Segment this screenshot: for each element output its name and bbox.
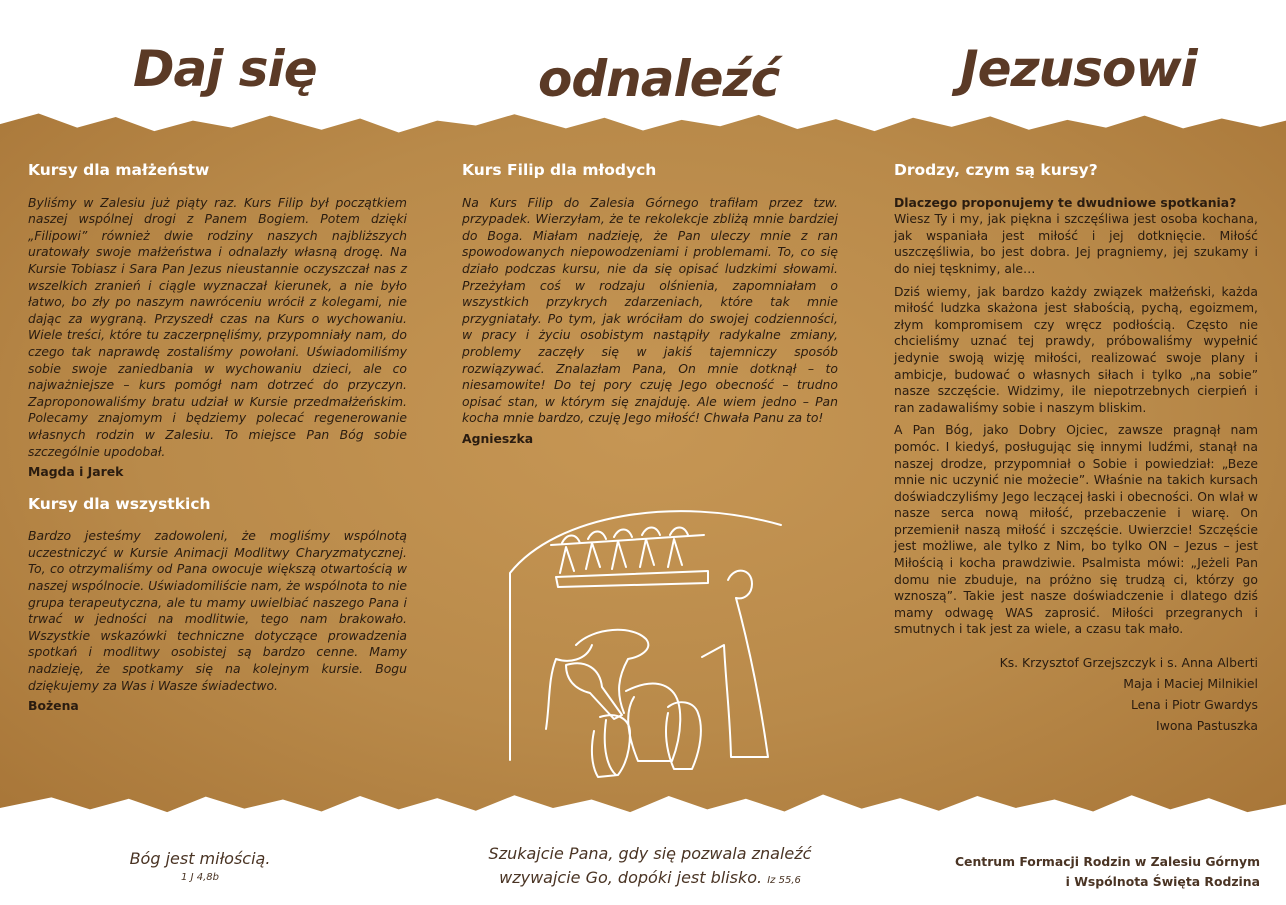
column-about-courses bbox=[894, 162, 1258, 736]
lead-question: Dlaczego proponujemy te dwudniowe spotkania? bbox=[894, 194, 1237, 210]
quote-reference: 1 J 4,8b bbox=[181, 872, 219, 883]
section-title: Drodzy, czym są kursy? bbox=[894, 161, 1098, 179]
quote-line: Szukajcie Pana, gdy się pozwala znaleźć bbox=[488, 844, 812, 863]
testimony-text: Bardzo jesteśmy zadowoleni, że mogliśmy wspólnotą uczestniczyć w Kursie Animacji Modlitwy Charyzmatycznej. To, co otrzymaliśmy od Pana owocuje większą otwartością w naszej wspólnocie. Uświadomiliście nam, że wspólnota to nie grupa terapeutyczna, ale tu mamy uwielbiać naszego Pana i trwać w jedności na modlitwie, tego nam brakowało. Wszystkie wskazówki techniczne dotyczące prowadzenia spotkań i modlitwy osobistej są bardzo cenne. Mamy nadzieję, że spotkamy się na kolejnym kursie. Bogu dziękujemy za Was i Wasze świadectwo. bbox=[28, 528, 407, 693]
signatory: Lena i Piotr Gwardys bbox=[1130, 697, 1258, 713]
paragraph: Wiesz Ty i my, jak piękna i szczęśliwa jest osoba kochana, jak wspaniała jest miłość i jej dotknięcie. Miłość uszczęśliwia, bo jest dobra. Jej pragniemy, jej szukamy i do niej tęsknimy, ale… bbox=[894, 211, 1258, 276]
footer-organization bbox=[900, 852, 1260, 892]
signatories bbox=[894, 652, 1258, 736]
testimony-signature: Agnieszka bbox=[462, 430, 534, 446]
section-title: Kursy dla wszystkich bbox=[28, 494, 211, 513]
column-youth-course bbox=[462, 162, 838, 448]
quote-reference: Iz 55,6 bbox=[767, 875, 801, 886]
section-title: Kursy dla małżeństw bbox=[28, 161, 210, 179]
headline-center: odnaleźć bbox=[538, 50, 780, 108]
footer-quote-center bbox=[450, 842, 850, 893]
testimony-signature: Magda i Jarek bbox=[28, 464, 124, 480]
signatory: Iwona Pastuszka bbox=[1156, 718, 1258, 734]
quote-text: Bóg jest miłością. bbox=[129, 849, 271, 868]
headline-right: Jezusowi bbox=[960, 40, 1197, 98]
organization-line: i Wspólnota Święta Rodzina bbox=[1065, 874, 1260, 889]
testimony-signature: Bożena bbox=[28, 698, 79, 714]
footer-quote-left bbox=[100, 849, 300, 883]
column-marriage-courses bbox=[28, 162, 407, 715]
section-title: Kurs Filip dla młodych bbox=[462, 161, 657, 179]
paragraph: A Pan Bóg, jako Dobry Ojciec, zawsze pragnął nam pomóc. I kiedyś, posługując się innymi ludźmi, stanął na naszej drodze, przypomniał o Sobie i powiedział: „Beze mnie nic uczynić nie możecie”. Właśnie na takich kursach doświadczyliśmy Jego leczącej łaski i obecności. On wlał w nasze serca nową miłość, przebaczenie i wiarę. On przemienił naszą miłość i szczęście. Uwierzcie! Szczęście jest możliwe, ale tylko z Nim, bo tylko ON – Jezus – jest Miłością i kocha prawdziwie. Psalmista mówi: „Jeżeli Pan domu nie zbuduje, na próżno się trudzą ci, którzy go wznoszą”. Takie jest nasze doświadczenie i dlatego dziś mamy odwagę WAS zaprosić. Miłości przegranych i smutnych i tak jest za wiele, a czasu tak mało. bbox=[894, 422, 1258, 637]
headline-left: Daj się bbox=[133, 40, 317, 98]
organization-line: Centrum Formacji Rodzin w Zalesiu Górnym bbox=[954, 854, 1260, 869]
paragraph: Dziś wiemy, jak bardzo każdy związek małżeński, każda miłość ludzka skażona jest słabością, pychą, egoizmem, złym kompromisem czy wręcz podłością. Często nie chcieliśmy uznać tej prawdy, próbowaliśmy wypełnić jedynie swoją wizję miłości, realizować swoje plany i ambicje, budować o własnych siłach i tylko „na sobie” nasze szczęście. Widzimy, ile niepotrzebnych cierpień i ran zadawaliśmy sobie i naszym bliskim. bbox=[894, 283, 1258, 415]
quote-line: wzywajcie Go, dopóki jest blisko. bbox=[499, 868, 763, 887]
testimony-text: Na Kurs Filip do Zalesia Górnego trafiłam przez tzw. przypadek. Wierzyłam, że te rekolekcje zbliżą mnie bardziej do Boga. Miałam nadzieję, że Pan uleczy mnie z ran spowodowanych niepowodzeniami i problemami. To, co się działo podczas kursu, nie da się opisać ludzkimi słowami. Przeżyłam coś w rodzaju olśnienia, zapomniałam o wszystkich przykrych zdarzeniach, które tak mnie przygniatały. Po tym, jak wróciłam do swojej codzienności, w pracy i życiu osobistym nastąpiły radykalne zmiany, problemy zaczęły się w jakiś tajemniczy sposób rozwiązywać. Znalazłam Pana, On mnie dotknął – to niesamowite! Do tej pory czuję Jego obecność – trudno opisać stan, w którym się znajduję. Ale wiem jedno – Pan kocha mnie bardzo, czuję Jego miłość! Chwała Panu za to! bbox=[462, 194, 838, 426]
wedding-at-cana-illustration bbox=[496, 495, 796, 785]
testimony-text: Byliśmy w Zalesiu już piąty raz. Kurs Filip był początkiem naszej wspólnej drogi z Panem Bogiem. Potem dzięki „Filipowi” również dwie rodziny naszych najbliższych uratowały swoje małżeństwa i odnalazły własną drogę. Na Kursie Tobiasz i Sara Pan Jezus nieustannie oczyszczał nas z wszelkich zranień i ciągle wyznaczał kierunek, a nie było łatwo, bo zły po naszym nawróceniu wrócił z kolegami, nie dając za wygraną. Przyszedł czas na Kurs o wychowaniu. Wiele treści, które tu zaczerpnęliśmy, przypomniały nam, do czego tak naprawdę zostaliśmy powołani. Uświadomiliśmy sobie swoje zaniedbania w wychowaniu dzieci, ale co najważniejsze – kurs pomógł nam dotrzeć do przyczyn. Zaproponowaliśmy bratu udział w Kursie przedmałżeńskim. Polecamy znajomym i będziemy polecać regenerowanie własnych rodzin w Zalesiu. To miejsce Pan Bóg sobie szczególnie upodobał. bbox=[28, 194, 407, 459]
signatory: Maja i Maciej Milnikiel bbox=[1123, 676, 1258, 692]
signatory: Ks. Krzysztof Grzejszczyk i s. Anna Alberti bbox=[999, 655, 1258, 671]
